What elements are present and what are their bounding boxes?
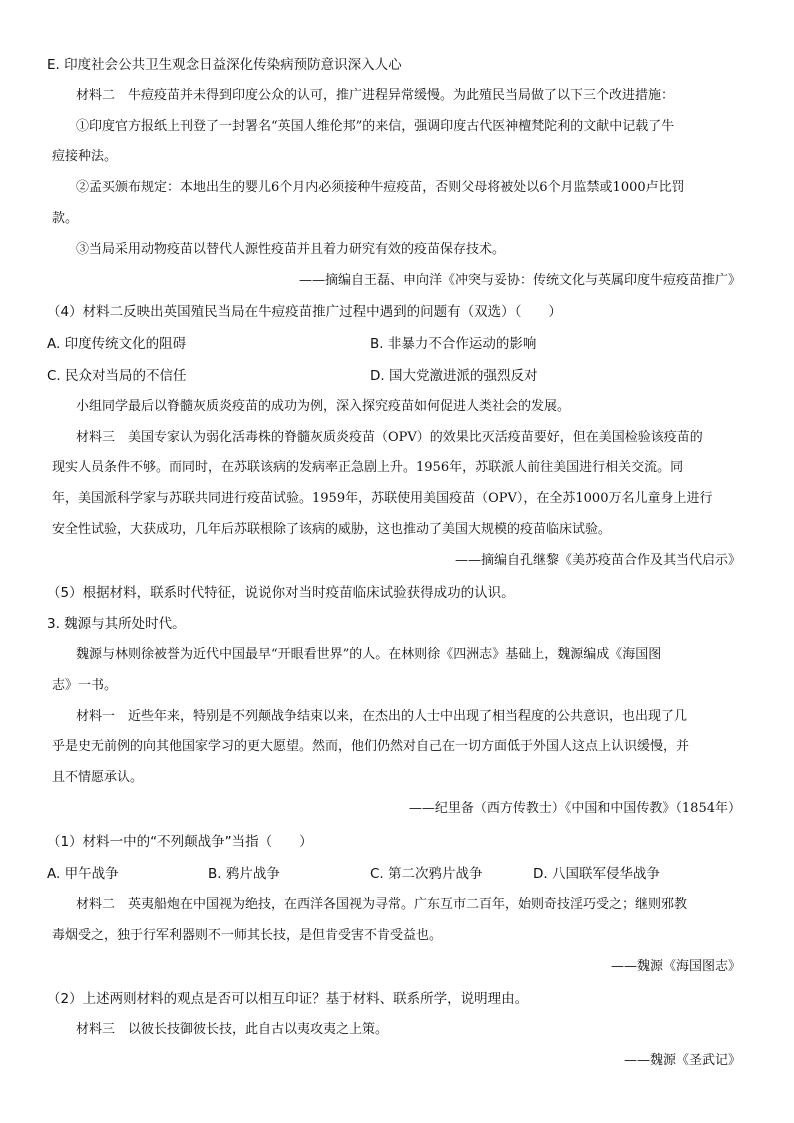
measure-3: ③当局采用动物疫苗以替代人源性疫苗并且着力研究有效的疫苗保存技术。 [76,242,506,257]
section-3-title: 3. 魏源与其所处时代。 [47,616,186,632]
material-2-intro: 材料二 牛痘疫苗并未得到印度公众的认可，推广进程异常缓慢。为此殖民当局做了以下三个改进措施： [76,88,675,103]
measure-2-cont: 款。 [52,211,79,226]
material-2b-line-1: 材料二 英夷船炮在中国视为绝技，在西洋各国视为寻常。广东互市二百年，始则奇技淫巧受之；继则邪教 [76,897,688,912]
q4-option-d[interactable]: D. 国大党激进派的强烈反对 [370,368,538,384]
q4-option-a[interactable]: A. 印度传统文化的阻碍 [47,336,187,352]
measure-2: ②孟买颁布规定：本地出生的婴儿6个月内必须接种牛痘疫苗，否则父母将被处以6个月监禁或1000卢比罚 [76,180,685,195]
material-3-line-2: 现实人员条件不够。而同时，在苏联该病的发病率正急剧上升。1956年，苏联派人前往美国进行相关交流。同 [52,460,684,475]
material-2b-line-2: 毒烟受之，独于行军利器则不一师其长技，是但肯受害不肯受益也。 [52,928,443,943]
material-3-line-3: 年，美国派科学家与苏联共同进行疫苗试验。1959年，苏联使用美国疫苗（OPV），在全苏1000万名儿童身上进行 [52,491,713,506]
measure-1-cont: 痘接种法。 [52,149,118,164]
material-1-line-1: 材料一 近些年来，特别是不列颠战争结束以来，在杰出的人士中出现了相当程度的公共意识，也出现了几 [76,709,688,724]
material-1-line-3: 且不情愿承认。 [52,770,144,785]
transition-text: 小组同学最后以脊髓灰质炎疫苗的成功为例，深入探究疫苗如何促进人类社会的发展。 [76,399,571,414]
q1-option-c[interactable]: C. 第二次鸦片战争 [370,866,483,882]
material-1-line-2: 乎是史无前例的向其他国家学习的更大愿望。然而，他们仍然对自己在一切方面低于外国人这点上认识缓慢，并 [52,739,690,754]
intro-line-1: 魏源与林则徐被誉为近代中国最早“开眼看世界”的人。在林则徐《四洲志》基础上，魏源编成《海国图 [76,647,662,662]
material-3b: 材料三 以彼长技御彼长技，此自古以夷攻夷之上策。 [76,1022,389,1037]
question-4: （4）材料二反映出英国殖民当局在牛痘疫苗推广过程中遇到的问题有（双选）（ ） [47,304,562,320]
material-3-line-4: 安全性试验，大获成功，几年后苏联根除了该病的威胁，这也推动了美国大规模的疫苗临床试验。 [52,522,612,537]
question-2: （2）上述两则材料的观点是否可以相互印证？基于材料、联系所学，说明理由。 [47,991,529,1007]
q4-option-c[interactable]: C. 民众对当局的不信任 [47,368,187,384]
intro-line-2: 志》一书。 [52,678,118,693]
question-1: （1）材料一中的“不列颠战争”当指（ ） [47,834,313,850]
q1-option-a[interactable]: A. 甲午战争 [47,866,119,882]
q1-option-d[interactable]: D. 八国联军侵华战争 [533,866,660,882]
citation-4: ——魏源《海国图志》 [610,959,741,974]
measure-1: ①印度官方报纸上刊登了一封署名“英国人维伦邦”的来信，强调印度古代医神檀梵陀利的文献中记载了牛 [76,119,675,134]
citation-3: ——纪里备（西方传教士）《中国和中国传教》（1854年） [408,801,741,816]
question-5: （5）根据材料，联系时代特征，说说你对当时疫苗临床试验获得成功的认识。 [47,585,515,601]
option-e: E. 印度社会公共卫生观念日益深化传染病预防意识深入人心 [47,57,402,73]
citation-2: ——摘编自孔继黎《美苏疫苗合作及其当代启示》 [454,553,741,568]
citation-5: ——魏源《圣武记》 [623,1053,741,1068]
citation-1: ——摘编自王磊、申向洋《冲突与妥协：传统文化与英属印度牛痘疫苗推广》 [298,273,741,288]
q1-option-b[interactable]: B. 鸦片战争 [208,866,280,882]
material-3-line-1: 材料三 美国专家认为弱化活毒株的脊髓灰质炎疫苗（OPV）的效果比灭活疫苗要好，但在美国检验该疫苗的 [76,430,703,445]
q4-option-b[interactable]: B. 非暴力不合作运动的影响 [370,336,537,352]
